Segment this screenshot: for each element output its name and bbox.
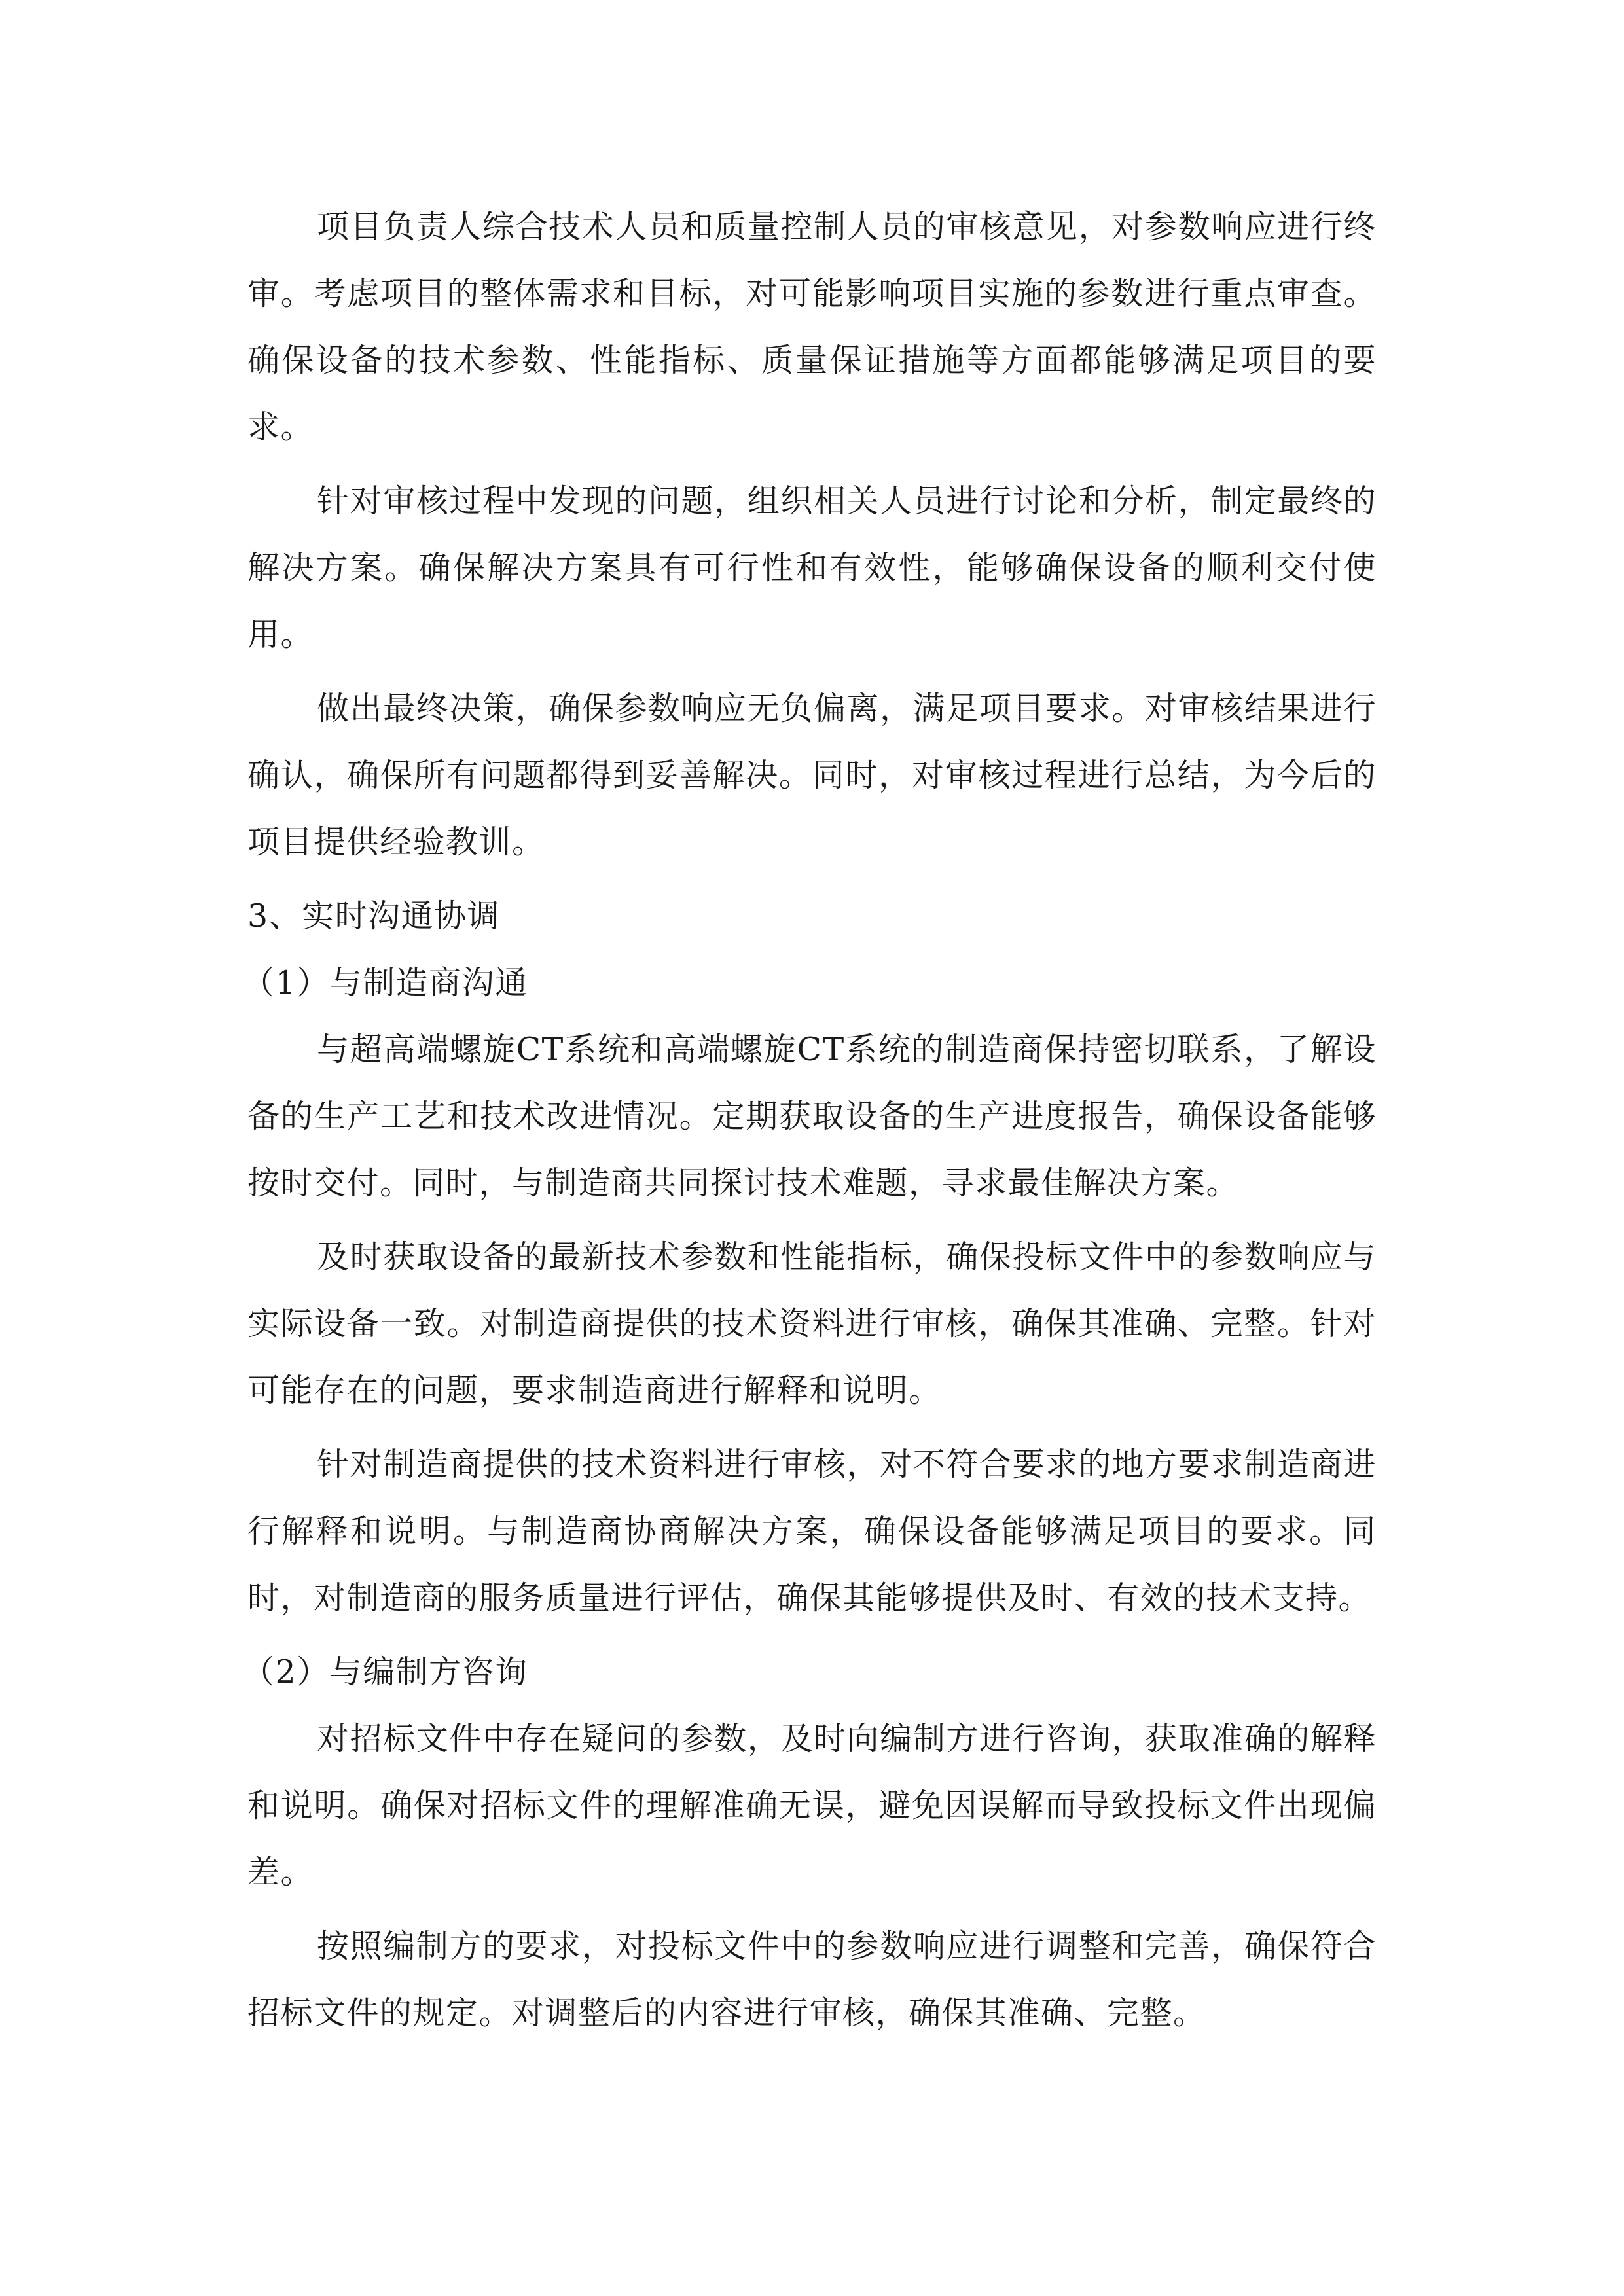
document-body <box>242 194 1377 2054</box>
paragraph-problem-solving: 针对审核过程中发现的问题，组织相关人员进行讨论和分析，制定最终的解决方案。确保解决方案具有可行性和有效性，能够确保设备的顺利交付使用。 <box>247 482 1377 653</box>
paragraph-final-decision: 做出最终决策，确保参数响应无负偏离，满足项目要求。对审核结果进行确认，确保所有问题都得到妥善解决。同时，对审核过程进行总结，为今后的项目提供经验教训。 <box>247 690 1377 861</box>
section-heading-realtime-communication: 3、实时沟通协调 <box>247 897 501 935</box>
subsection-heading-manufacturer: （1）与制造商沟通 <box>242 964 528 1001</box>
paragraph-final-review: 项目负责人综合技术人员和质量控制人员的审核意见，对参数响应进行终审。考虑项目的整体需求和目标，对可能影响项目实施的参数进行重点审查。确保设备的技术参数、性能指标、质量保证措施等方面都能够满足项目的要求。 <box>247 208 1377 446</box>
paragraph-compiler-adjust: 按照编制方的要求，对投标文件中的参数响应进行调整和完善，确保符合招标文件的规定。对调整后的内容进行审核，确保其准确、完整。 <box>247 1928 1377 2032</box>
paragraph-manufacturer-contact: 与超高端螺旋CT系统和高端螺旋CT系统的制造商保持密切联系，了解设备的生产工艺和技术改进情况。定期获取设备的生产进度报告，确保设备能够按时交付。同时，与制造商共同探讨技术难题，寻求最佳解决方案。 <box>247 1031 1377 1202</box>
paragraph-manufacturer-review: 针对制造商提供的技术资料进行审核，对不符合要求的地方要求制造商进行解释和说明。与制造商协商解决方案，确保设备能够满足项目的要求。同时，对制造商的服务质量进行评估，确保其能够提供及时、有效的技术支持。 <box>247 1446 1377 1617</box>
subsection-heading-compiler: （2）与编制方咨询 <box>242 1653 528 1691</box>
paragraph-compiler-consult: 对招标文件中存在疑问的参数，及时向编制方进行咨询，获取准确的解释和说明。确保对招标文件的理解准确无误，避免因误解而导致投标文件出现偏差。 <box>247 1720 1377 1891</box>
paragraph-manufacturer-parameters: 及时获取设备的最新技术参数和性能指标，确保投标文件中的参数响应与实际设备一致。对制造商提供的技术资料进行审核，确保其准确、完整。针对可能存在的问题，要求制造商进行解释和说明。 <box>247 1238 1377 1409</box>
